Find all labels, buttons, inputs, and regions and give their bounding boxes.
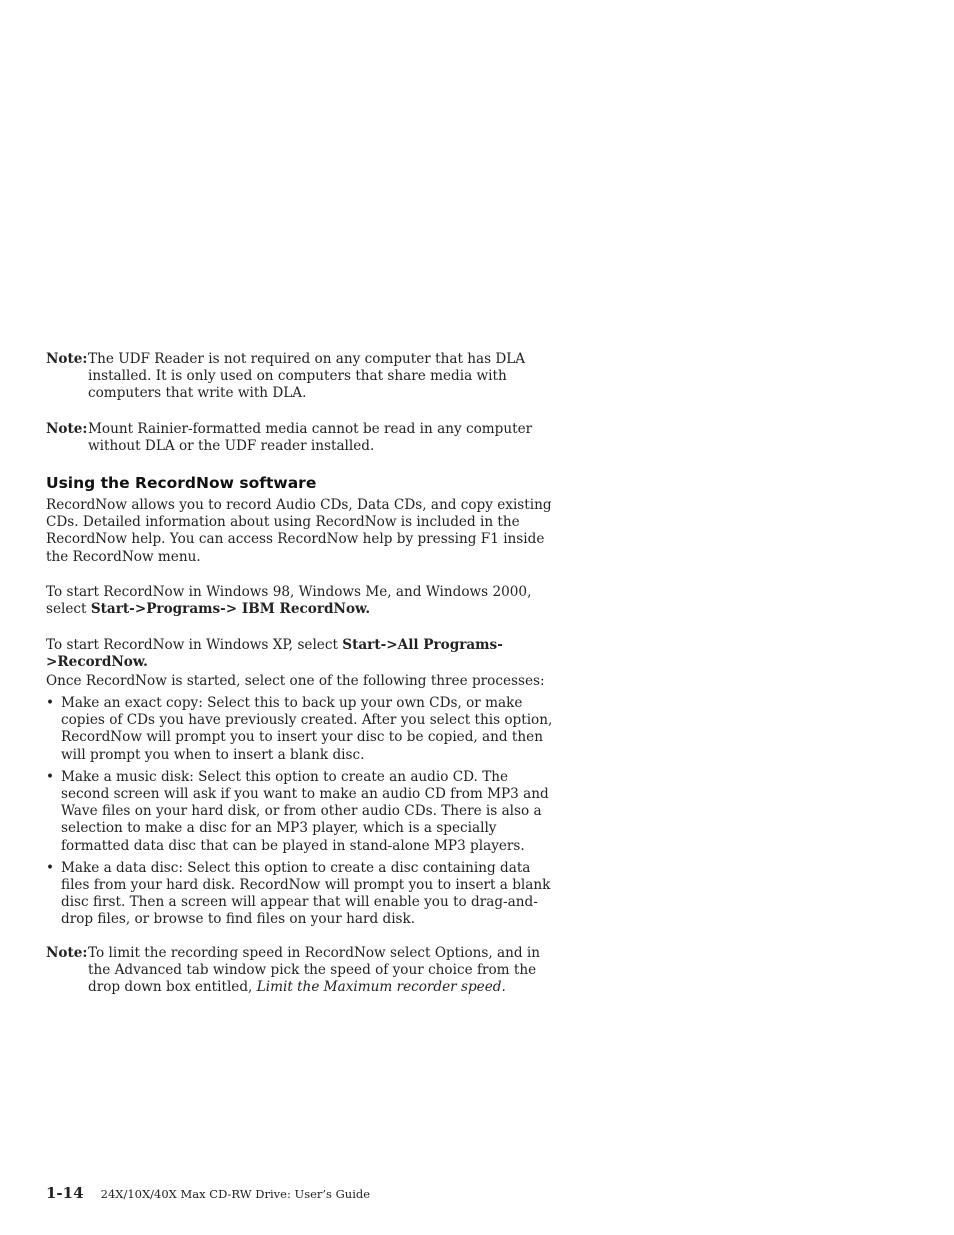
start-98-path: Start->Programs-> IBM RecordNow. bbox=[90, 601, 371, 618]
start-98-text: To start RecordNow in Windows 98, Windows Me, and Windows 2000, select bbox=[46, 584, 532, 618]
start-xp-text: To start RecordNow in Windows XP, select bbox=[46, 637, 338, 653]
bullet: • bbox=[46, 695, 55, 711]
process-list bbox=[46, 695, 556, 934]
note-label: Note: bbox=[46, 351, 88, 367]
note-mount-rainier bbox=[46, 421, 556, 455]
start-xp-path: Start->All Programs->RecordNow. bbox=[46, 637, 503, 671]
page-footer bbox=[46, 1183, 370, 1202]
note-text: The UDF Reader is not required on any computer that has DLA installed. It is only used on computers that share media with computers that write with DLA. bbox=[88, 351, 526, 402]
bullet: • bbox=[46, 859, 55, 876]
start-windows-98-paragraph bbox=[46, 584, 556, 618]
note-recording-speed bbox=[46, 945, 556, 997]
list-item-text: Make an exact copy: Select this to back up your own CDs, or make copies of CDs you have previously created. After you select this option, RecordNow will prompt you to insert your disc to be copied, and then will prompt you when to insert a blank disc. bbox=[61, 695, 553, 763]
section-heading: Using the RecordNow software bbox=[46, 474, 317, 492]
note-text bbox=[88, 945, 556, 997]
list-item-text: Make a data disc: Select this option to create a disc containing data files from your hard disk. RecordNow will prompt you to insert a blank disc first. Then a screen will appear that will enable you to drag-and-drop files, or browse to find files on your hard disk. bbox=[61, 859, 551, 928]
intro-paragraph: RecordNow allows you to record Audio CDs, Data CDs, and copy existing CDs. Detailed information about using RecordNow is included in the RecordNow help. You can access RecordNow help by pressing F1 inside the RecordNow menu. bbox=[46, 497, 552, 565]
start-windows-xp-paragraph bbox=[46, 637, 556, 671]
note-label: Note: bbox=[46, 945, 88, 961]
note-text: Mount Rainier-formatted media cannot be read in any computer without DLA or the UDF reader installed. bbox=[88, 421, 533, 455]
list-item bbox=[46, 860, 556, 929]
note-label: Note: bbox=[46, 421, 88, 437]
list-item-text: Make a music disk: Select this option to create an audio CD. The second screen will ask if you want to make an audio CD from MP3 and Wave files on your hard disk, or from other audio CDs. There is also a selection to make a disc for an MP3 player, which is a specially formatted data disc that can be played in stand-alone MP3 players. bbox=[61, 768, 549, 854]
processes-intro: Once RecordNow is started, select one of the following three processes: bbox=[46, 673, 545, 689]
note-udf-reader bbox=[46, 351, 556, 403]
page-number: 1-14 bbox=[46, 1184, 84, 1202]
list-item bbox=[46, 695, 556, 764]
note-speed-text: To limit the recording speed in RecordNow select Options, and in the Advanced tab window pick the speed of your choice from the drop down box entitled, bbox=[88, 945, 541, 996]
note-speed-setting: Limit the Maximum recorder speed. bbox=[256, 979, 506, 996]
guide-title: 24X/10X/40X Max CD-RW Drive: User’s Guide bbox=[100, 1187, 371, 1201]
bullet: • bbox=[46, 768, 55, 785]
list-item bbox=[46, 769, 556, 855]
